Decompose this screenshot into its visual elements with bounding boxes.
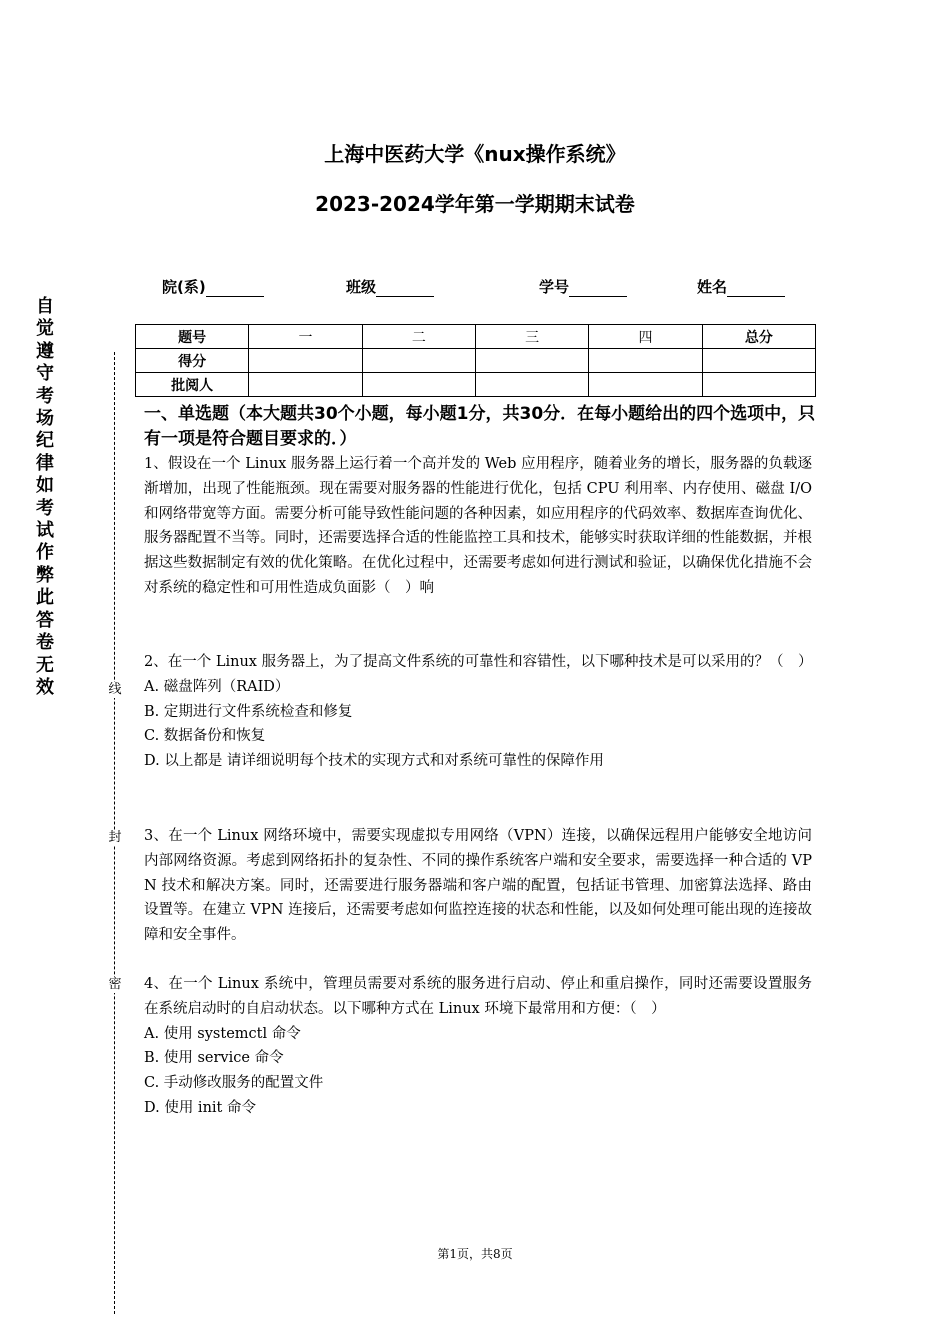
- score-table: [135, 324, 816, 397]
- exam-title-line1: 上海中医药大学《nux操作系统》: [324, 142, 626, 166]
- student-id-label: 学号: [539, 278, 570, 296]
- class-blank[interactable]: [376, 281, 434, 297]
- option-c[interactable]: C. 数据备份和恢复: [144, 728, 266, 745]
- name-label: 姓名: [697, 278, 728, 296]
- column-header: 三: [475, 325, 588, 349]
- row-label: 批阅人: [136, 373, 249, 397]
- student-id-blank[interactable]: [569, 281, 627, 297]
- option-a[interactable]: A. 使用 systemctl 命令: [144, 1025, 301, 1042]
- grader-cell[interactable]: [249, 373, 362, 397]
- score-cell[interactable]: [702, 349, 815, 373]
- class-label: 班级: [346, 278, 377, 296]
- dept-label: 院(系): [162, 278, 206, 296]
- grader-cell[interactable]: [702, 373, 815, 397]
- option-a[interactable]: A. 磁盘阵列（RAID）: [144, 678, 290, 695]
- exam-discipline-notice: 自觉遵守考场纪律如考试作弊此答卷无效: [36, 296, 54, 698]
- option-b[interactable]: B. 定期进行文件系统检查和修复: [144, 703, 353, 720]
- score-cell[interactable]: [475, 349, 588, 373]
- option-d[interactable]: D. 使用 init 命令: [144, 1099, 256, 1116]
- question-2: [144, 650, 812, 774]
- column-header: 二: [362, 325, 475, 349]
- option-b[interactable]: B. 使用 service 命令: [144, 1050, 284, 1067]
- question-stem: 4、在一个 Linux 系统中，管理员需要对系统的服务进行启动、停止和重启操作，同时还需要设置服务在系统启动时的自启动状态。以下哪种方式在 Linux 环境下最常用和方便：（ ）: [144, 976, 812, 1017]
- dept-field: [162, 276, 264, 297]
- score-table-row: [136, 349, 816, 373]
- student-id-field: [539, 276, 627, 297]
- question-stem: 3、在一个 Linux 网络环境中，需要实现虚拟专用网络（VPN）连接，以确保远程用户能够安全地访问内部网络资源。考虑到网络拓扑的复杂性、不同的操作系统客户端和安全要求，需要选择一种合适的 VPN 技术和解决方案。同时，还需要进行服务器端和客户端的配置，包括证书管理、加密算法选择、路由设置等。在建立 VPN 连接后，还需要考虑如何监控连接的状态和性能，以及如何处理可能出现的连接故障和安全事件。: [144, 828, 812, 944]
- seal-mark-secret: 密: [106, 977, 124, 993]
- score-table-row: [136, 325, 816, 349]
- section-heading: 一、单选题（本大题共30个小题，每小题1分，共30分．在每小题给出的四个选项中，只有一项是符合题目要求的．）: [144, 404, 816, 449]
- seal-mark-line: 线: [106, 682, 124, 698]
- column-header: 一: [249, 325, 362, 349]
- grader-cell[interactable]: [589, 373, 702, 397]
- option-c[interactable]: C. 手动修改服务的配置文件: [144, 1075, 324, 1092]
- name-field: [697, 276, 785, 297]
- option-d[interactable]: D. 以上都是 请详细说明每个技术的实现方式和对系统可靠性的保障作用: [144, 753, 604, 770]
- column-header: 四: [589, 325, 702, 349]
- name-blank[interactable]: [727, 281, 785, 297]
- seal-mark-seal: 封: [106, 830, 124, 846]
- column-header: 总分: [702, 325, 815, 349]
- score-table-row: [136, 373, 816, 397]
- row-label: 题号: [136, 325, 249, 349]
- page-number: 第1页，共8页: [437, 1247, 513, 1261]
- question-4: [144, 972, 812, 1121]
- grader-cell[interactable]: [475, 373, 588, 397]
- grader-cell[interactable]: [362, 373, 475, 397]
- score-cell[interactable]: [249, 349, 362, 373]
- question-1: [144, 452, 812, 601]
- question-3: [144, 824, 812, 948]
- exam-title-line2: 2023-2024学年第一学期期末试卷: [315, 192, 635, 216]
- class-field: [346, 276, 434, 297]
- score-cell[interactable]: [362, 349, 475, 373]
- row-label: 得分: [136, 349, 249, 373]
- dept-blank[interactable]: [206, 281, 264, 297]
- question-stem: 1、假设在一个 Linux 服务器上运行着一个高并发的 Web 应用程序，随着业务的增长，服务器的负载逐渐增加，出现了性能瓶颈。现在需要对服务器的性能进行优化，包括 CPU 利用率、内存使用、磁盘 I/O 和网络带宽等方面。需要分析可能导致性能问题的各种因素，如应用程序的代码效率、数据库查询优化、服务器配置不当等。同时，还需要选择合适的性能监控工具和技术，能够实时获取详细的性能数据，并根据这些数据制定有效的优化策略。在优化过程中，还需要考虑如何进行测试和验证，以确保优化措施不会对系统的稳定性和可用性造成负面影（ ）响: [144, 456, 812, 596]
- score-cell[interactable]: [589, 349, 702, 373]
- question-stem: 2、在一个 Linux 服务器上，为了提高文件系统的可靠性和容错性，以下哪种技术是可以采用的？（ ）: [144, 654, 813, 670]
